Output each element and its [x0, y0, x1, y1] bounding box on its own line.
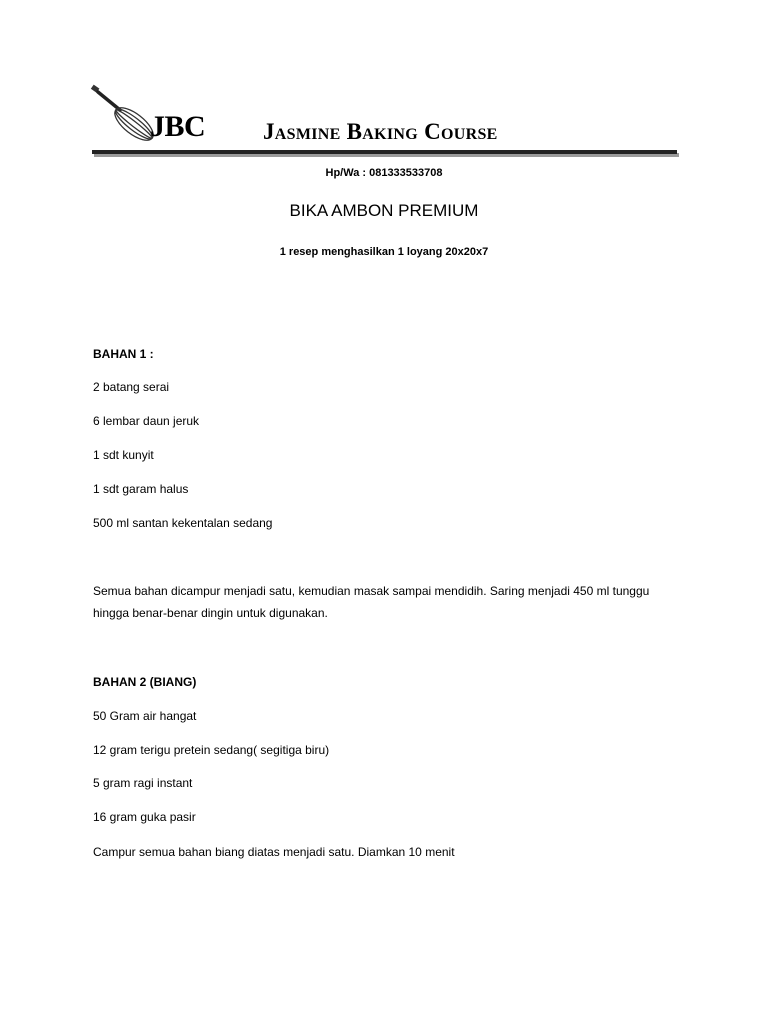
list-item: 1 sdt garam halus — [93, 482, 189, 496]
contact-phone: Hp/Wa : 081333533708 — [325, 167, 443, 179]
header-divider — [92, 150, 677, 154]
recipe-yield: 1 resep menghasilkan 1 loyang 20x20x7 — [279, 246, 489, 258]
list-item: 500 ml santan kekentalan sedang — [93, 516, 273, 530]
list-item: 12 gram terigu pretein sedang( segitiga biru) — [93, 743, 330, 757]
logo-text: JBC — [150, 110, 206, 143]
list-item: 2 batang serai — [93, 380, 170, 394]
bahan2-instruction: Campur semua bahan biang diatas menjadi satu. Diamkan 10 menit — [93, 845, 455, 859]
list-item: 5 gram ragi instant — [93, 776, 193, 790]
list-item: 50 Gram air hangat — [93, 709, 197, 723]
recipe-title: BIKA AMBON PREMIUM — [289, 201, 479, 220]
list-item: 1 sdt kunyit — [93, 448, 154, 462]
course-name: Jasmine Baking Course — [263, 119, 498, 144]
bahan1-heading: BAHAN 1 : — [93, 347, 154, 361]
bahan1-instruction: Semua bahan dicampur menjadi satu, kemudian masak sampai mendidih. Saring menjadi 450 ml tunggu hingga benar-benar dingin untuk digunakan. — [93, 584, 650, 620]
bahan2-heading: BAHAN 2 (BIANG) — [93, 675, 197, 689]
list-item: 16 gram guka pasir — [93, 810, 196, 824]
list-item: 6 lembar daun jeruk — [93, 414, 200, 428]
